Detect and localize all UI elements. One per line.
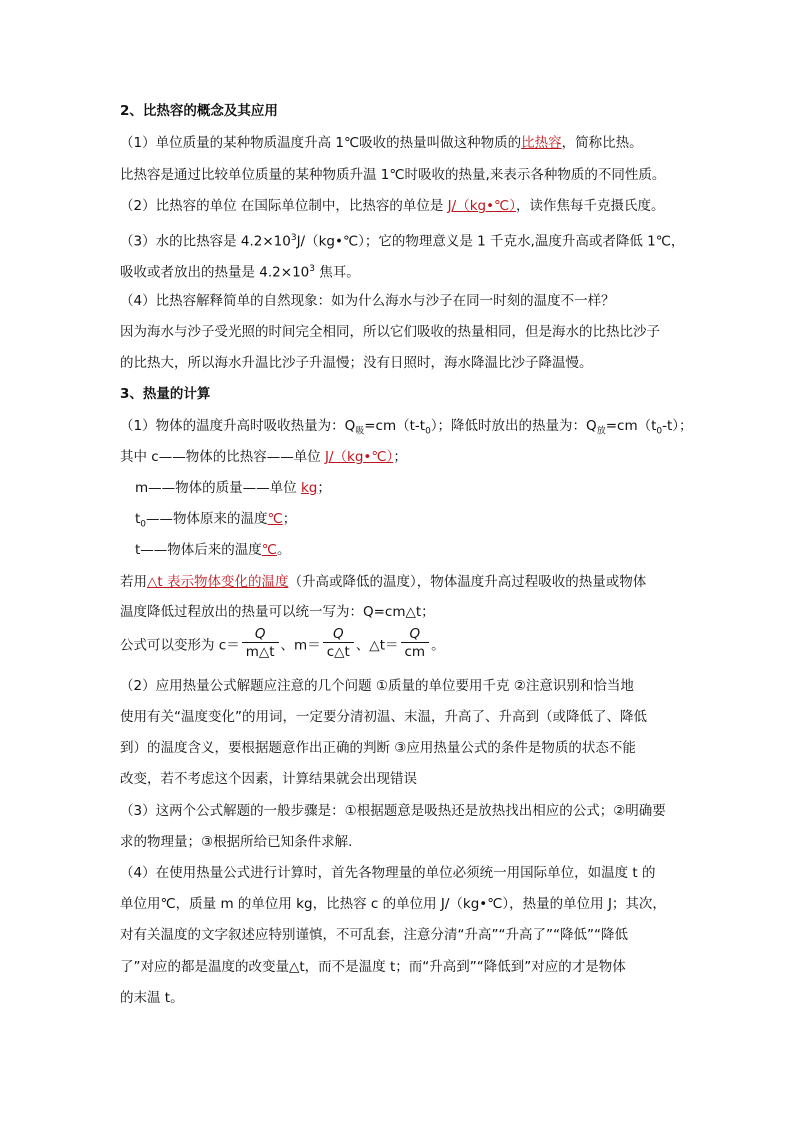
paragraph bbox=[120, 259, 360, 283]
text: ，简称比热。 bbox=[561, 135, 643, 151]
paragraph: （4）在使用热量公式进行计算时，首先各物理量的单位必须统一用国际单位，如温度 t 的 bbox=[120, 865, 656, 881]
paragraph: 温度降低过程放出的热量可以统一写为：Q=cm△t； bbox=[120, 604, 435, 620]
formula-line bbox=[120, 416, 693, 442]
text: 吸收或者放出的热量是 4.2×10 bbox=[120, 264, 310, 281]
paragraph bbox=[120, 196, 664, 216]
text: =cm（t-t bbox=[364, 418, 426, 434]
fraction bbox=[242, 626, 279, 661]
paragraph bbox=[135, 540, 290, 560]
paragraph: 改变，若不考虑这个因素，计算结果就会出现错误 bbox=[120, 771, 417, 787]
paragraph bbox=[120, 447, 407, 467]
paragraph: （3）这两个公式解题的一般步骤是：①根据题意是吸热还是放热找出相应的公式；②明确要 bbox=[120, 803, 666, 819]
term-highlight: ℃ bbox=[267, 511, 283, 527]
paragraph: 比热容是通过比较单位质量的某种物质升温 1℃时吸收的热量,来表示各种物质的不同性质。 bbox=[120, 167, 666, 183]
fraction bbox=[401, 626, 430, 661]
text: ，读作焦每千克摄氏度。 bbox=[515, 198, 665, 214]
paragraph: 单位用℃，质量 m 的单位用 kg，比热容 c 的单位用 J/（kg•℃），热量的单位用 J；其次， bbox=[120, 896, 666, 912]
paragraph bbox=[120, 133, 643, 153]
term-highlight: J/（kg•℃） bbox=[447, 198, 516, 214]
numerator: Q bbox=[242, 626, 279, 643]
paragraph: （4）比热容解释简单的自然现象：如为什么海水与沙子在同一时刻的温度不一样？ bbox=[120, 293, 615, 309]
section-3-heading: 3、热量的计算 bbox=[120, 386, 211, 402]
text: t bbox=[135, 511, 141, 527]
term-highlight: J/（kg•℃） bbox=[325, 449, 394, 465]
superscript: 3 bbox=[309, 264, 315, 274]
text: ； bbox=[317, 480, 331, 496]
text: （1）物体的温度升高时吸收热量为：Q bbox=[120, 418, 356, 434]
paragraph: 对有关温度的文字叙述应特别谨慎，不可乱套，注意分清“升高”“升高了”“降低”“降低 bbox=[120, 927, 628, 943]
paragraph: 因为海水与沙子受光照的时间完全相同，所以它们吸收的热量相同，但是海水的比热比沙子 bbox=[120, 324, 660, 340]
paragraph: 使用有关“温度变化”的用词，一定要分清初温、末温，升高了、升高到（或降低了、降低 bbox=[120, 709, 647, 725]
text: ）；降低时放出的热量为：Q bbox=[430, 418, 597, 434]
paragraph bbox=[135, 478, 331, 498]
paragraph bbox=[120, 572, 646, 592]
text: （2）比热容的单位 在国际单位制中，比热容的单位是 bbox=[120, 198, 448, 214]
formula-transformations bbox=[120, 626, 445, 661]
text: =cm（t bbox=[605, 418, 657, 434]
paragraph: （2）应用热量公式解题应注意的几个问题 ①质量的单位要用千克 ②注意识别和恰当地 bbox=[120, 678, 634, 694]
paragraph bbox=[135, 509, 296, 535]
paragraph: 的比热大，所以海水升温比沙子升温慢；没有日照时，海水降温比沙子降温慢。 bbox=[120, 355, 593, 371]
paragraph: 到）的温度含义，要根据题意作出正确的判断 ③应用热量公式的条件是物质的状态不能 bbox=[120, 740, 636, 756]
subscript: 放 bbox=[596, 426, 606, 437]
text: ； bbox=[393, 449, 407, 465]
fraction bbox=[323, 626, 354, 661]
text: 其中 c——物体的比热容——单位 bbox=[120, 449, 326, 465]
text: ； bbox=[282, 511, 297, 527]
term-highlight: 比热容 bbox=[521, 135, 562, 151]
subscript: 0 bbox=[656, 426, 663, 437]
text: ——物体原来的温度 bbox=[146, 511, 268, 527]
term-highlight: ℃ bbox=[261, 542, 277, 558]
text: -t）； bbox=[662, 418, 693, 434]
numerator: Q bbox=[401, 626, 430, 643]
text: 、△t＝ bbox=[355, 637, 399, 654]
text: t——物体后来的温度 bbox=[135, 542, 262, 558]
text: （1）单位质量的某种物质温度升高 1℃吸收的热量叫做这种物质的 bbox=[120, 135, 522, 151]
section-2-heading: 2、比热容的概念及其应用 bbox=[120, 103, 278, 119]
text: 。 bbox=[276, 542, 291, 558]
term-highlight: kg bbox=[300, 480, 318, 496]
term-highlight: △t 表示物体变化的温度 bbox=[147, 574, 289, 590]
paragraph: 求的物理量；③根据所给已知条件求解. bbox=[120, 834, 353, 850]
text: 焦耳。 bbox=[315, 264, 360, 281]
numerator: Q bbox=[323, 626, 354, 643]
superscript: 3 bbox=[290, 233, 297, 243]
text: m——物体的质量——单位 bbox=[135, 480, 301, 496]
denominator: m△t bbox=[245, 644, 275, 660]
text: 若用 bbox=[120, 574, 147, 590]
subscript: 0 bbox=[425, 426, 431, 437]
text: 、m＝ bbox=[280, 637, 321, 654]
paragraph bbox=[120, 228, 684, 252]
text: （3）水的比热容是 4.2×10 bbox=[120, 233, 291, 250]
denominator: cm bbox=[404, 644, 426, 660]
paragraph: 了”对应的都是温度的改变量△t，而不是温度 t；而“升高到”“降低到”对应的才是物体 bbox=[120, 959, 626, 975]
paragraph: 的末温 t。 bbox=[120, 990, 184, 1006]
text: 。 bbox=[431, 637, 445, 654]
denominator: c△t bbox=[326, 644, 350, 660]
subscript: 吸 bbox=[355, 426, 365, 437]
text: J/（kg•℃）；它的物理意义是 1 千克水,温度升高或者降低 1℃， bbox=[296, 233, 685, 250]
subscript: 0 bbox=[140, 519, 147, 530]
text: 公式可以变形为 c＝ bbox=[120, 637, 240, 654]
text: （升高或降低的温度），物体温度升高过程吸收的热量或物体 bbox=[288, 574, 647, 590]
